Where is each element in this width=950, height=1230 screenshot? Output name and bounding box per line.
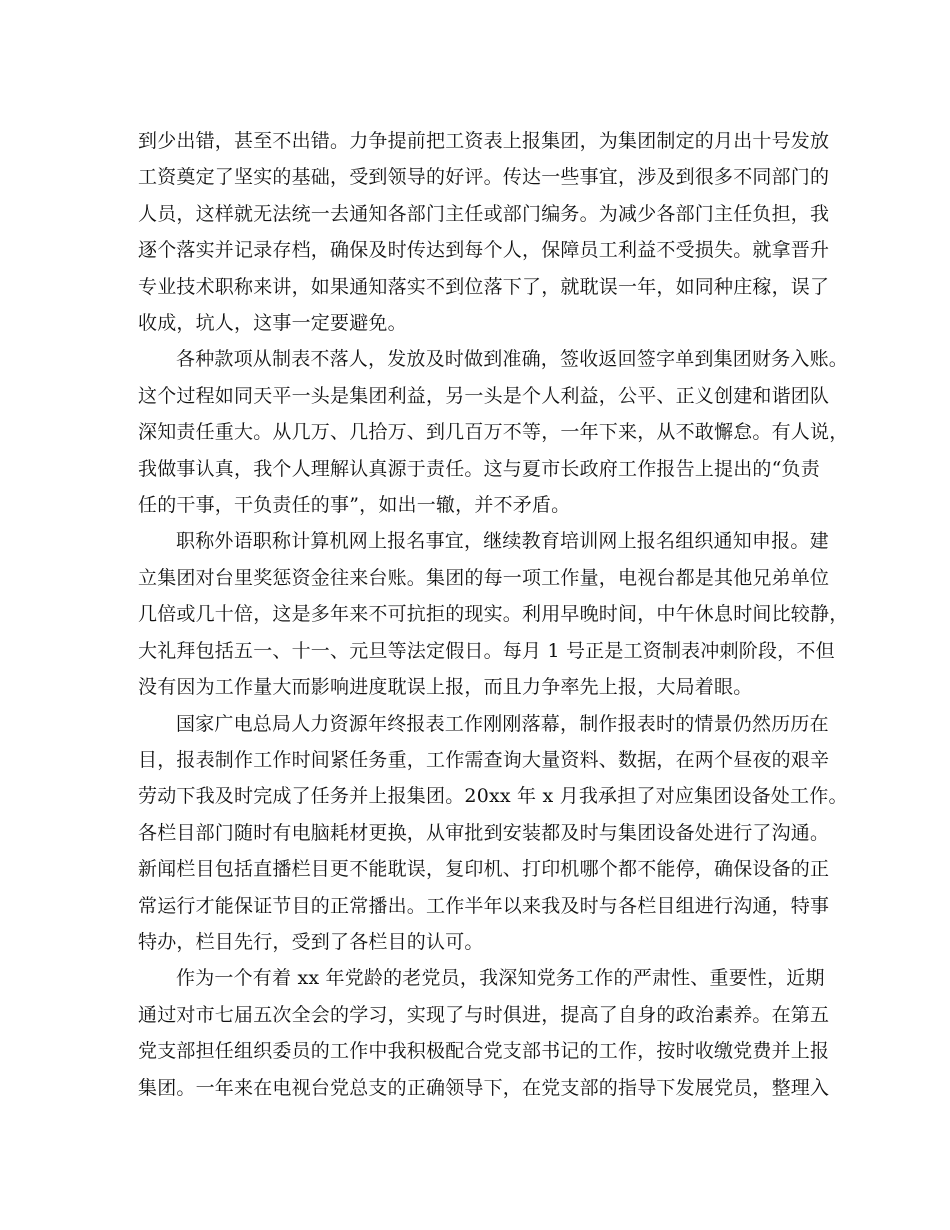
text-line: 没有因为工作量大而影响进度耽误上报，而且力争率先上报，大局着眼。 [138, 676, 753, 699]
paragraph-4 [138, 706, 848, 961]
text-line: 工资奠定了坚实的基础，受到领导的好评。传达一些事宜，涉及到很多不同部门的 [138, 166, 830, 189]
text-line: 集团。一年来在电视台党总支的正确领导下，在党支部的指导下发展党员，整理入 [138, 1076, 830, 1099]
text-line: 人员，这样就无法统一去通知各部门主任或部门编务。为减少各部门主任负担，我 [138, 202, 830, 225]
text-line: 常运行才能保证节目的正常播出。工作半年以来我及时与各栏目组进行沟通，特事 [138, 894, 830, 917]
text-line: 收成，坑人，这事一定要避免。 [138, 312, 407, 335]
text-line: 特办，栏目先行，受到了各栏目的认可。 [138, 930, 484, 953]
text-line: 各种款项从制表不落人，发放及时做到准确，签收返回签字单到集团财务入账。 [176, 348, 849, 371]
text-line: 劳动下我及时完成了任务并上报集团。20xx 年 x 月我承担了对应集团设备处工作。 [138, 785, 848, 808]
text-line: 新闻栏目包括直播栏目更不能耽误，复印机、打印机哪个都不能停，确保设备的正 [138, 858, 830, 881]
text-line: 我做事认真，我个人理解认真源于责任。这与夏市长政府工作报告上提出的“负责 [138, 457, 820, 480]
paragraph-1 [138, 123, 830, 341]
text-line: 目，报表制作工作时间紧任务重，工作需查询大量资料、数据，在两个昼夜的艰辛 [138, 748, 830, 771]
text-line: 立集团对台里奖惩资金往来台账。集团的每一项工作量，电视台都是其他兄弟单位 [138, 566, 830, 589]
text-line: 任的干事，干负责任的事”，如出一辙，并不矛盾。 [138, 494, 571, 517]
text-line: 通过对市七届五次全会的学习，实现了与时俱进，提高了自身的政治素养。在第五 [138, 1003, 830, 1026]
text-line: 作为一个有着 xx 年党龄的老党员，我深知党务工作的严肃性、重要性，近期 [176, 967, 825, 990]
text-line: 几倍或几十倍，这是多年来不可抗拒的现实。利用早晚时间，中午休息时间比较静， [138, 603, 849, 626]
text-line: 党支部担任组织委员的工作中我积极配合党支部书记的工作，按时收缴党费并上报 [138, 1040, 830, 1063]
paragraph-2 [138, 341, 849, 523]
text-line: 逐个落实并记录存档，确保及时传达到每个人，保障员工利益不受损失。就拿晋升 [138, 239, 830, 262]
text-line: 大礼拜包括五一、十一、元旦等法定假日。每月 1 号正是工资制表冲刺阶段，不但 [138, 639, 835, 662]
text-line: 深知责任重大。从几万、几拾万、到几百万不等，一年下来，从不敢懈怠。有人说， [138, 421, 849, 444]
text-line: 职称外语职称计算机网上报名事宜，继续教育培训网上报名组织通知申报。建 [176, 530, 829, 553]
text-line: 这个过程如同天平一头是集团利益，另一头是个人利益，公平、正义创建和谐团队 [138, 384, 830, 407]
paragraph-3 [138, 523, 849, 705]
text-line: 专业技术职称来讲，如果通知落实不到位落下了，就耽误一年，如同种庄稼，误了 [138, 275, 830, 298]
paragraph-5 [138, 960, 830, 1106]
text-line: 各栏目部门随时有电脑耗材更换，从审批到安装都及时与集团设备处进行了沟通。 [138, 821, 830, 844]
text-line: 国家广电总局人力资源年终报表工作刚刚落幕，制作报表时的情景仍然历历在 [176, 712, 829, 735]
text-line: 到少出错，甚至不出错。力争提前把工资表上报集团，为集团制定的月出十号发放 [138, 130, 830, 152]
document-body [138, 123, 849, 1106]
